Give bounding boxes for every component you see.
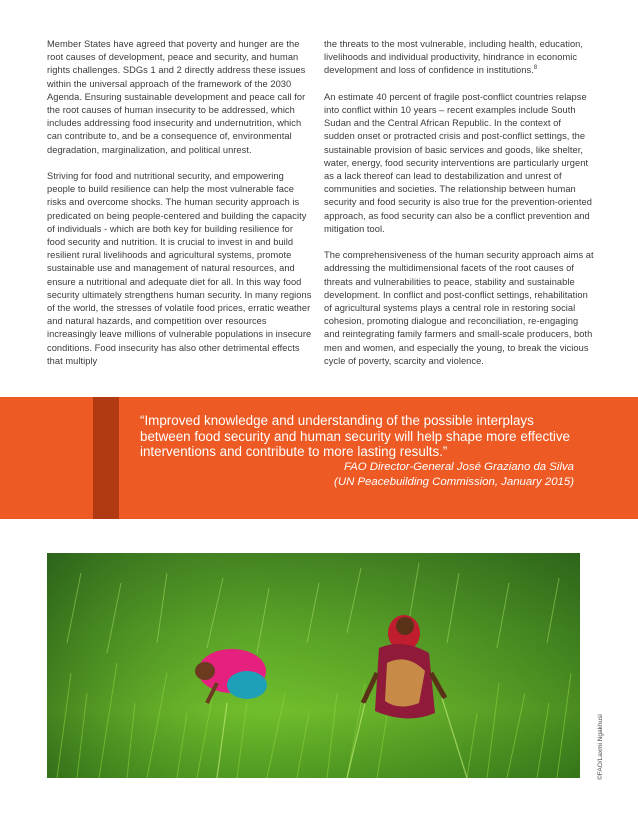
- footnote-marker: 8: [533, 65, 538, 72]
- paragraph: Member States have agreed that poverty and hunger are the root causes of development, peace and security, and human rights challenges. SDGs 1 and 2 directly address these issues within the universal approach of the framework of the 2030 Agenda. Ensuring sustainable development and peace call for the root causes of human insecurity to be addressed, which includes addressing food insecurity and undernutrition, which can contribute to, and be a consequence of, environmental degradation, marginalization, and political unrest.: [47, 39, 306, 155]
- left-text-column: [47, 38, 313, 381]
- pull-quote: “Improved knowledge and understanding of the possible interplays between food security and human security will help shape more effective interventions and contribute to more lasting results.”: [140, 413, 570, 460]
- quote-attribution: [154, 460, 574, 491]
- paragraph-text: the threats to the most vulnerable, including health, education, livelihoods and individual productivity, hindrance in economic development and loss of confidence in institutions.: [324, 39, 584, 76]
- quote-author-name: FAO Director-General José Graziano da Silva: [343, 461, 574, 473]
- paragraph: [324, 38, 594, 78]
- quote-band-fold: [93, 397, 119, 519]
- paragraph: An estimate 40 percent of fragile post-conflict countries relapse into conflict within 10 years – recent examples include South Sudan and the Central African Republic. In the context of sudden onset or protracted crisis and post-conflict settings, the sustainable provision of basic services and goods, like shelter, water, energy, food security interventions are particularly urgent as a lack thereof can lead to destabilization and unrest of communities and societies. The relationship between human security and food security is also true for the prevention-oriented approach, as food security can also be a conflict prevention and mitigation tool.: [324, 91, 592, 234]
- quote-author-context: (UN Peacebuilding Commission, January 2015): [334, 476, 574, 489]
- photo-credit: ©FAO/Laxmi Ngakhusi: [597, 714, 604, 780]
- right-text-column: [324, 38, 594, 381]
- quote-band-left: [0, 419, 93, 519]
- paragraph: Striving for food and nutritional security, and empowering people to build resilience can help the most vulnerable face risks and overcome shocks. The human security approach is predicated on being people-centered and building the capacity of individuals - which are both key for building resilience for food security and nutrition. It is crucial to invest in and build resilient rural livelihoods and agricultural systems, promote sustainable use and management of natural resources, and ensure a nutritional and adequate diet for all. In this way food security ultimately strengthens human security. In many regions of the world, the stresses of volatile food prices, erratic weather and natural hazards, and competition over resources increasingly leave millions of vulnerable populations in insecure conditions. Food insecurity has also other detrimental effects that multiply: [47, 171, 312, 366]
- photo-illustration: [47, 553, 580, 778]
- rice-field-photo: [47, 553, 580, 778]
- paragraph: The comprehensiveness of the human security approach aims at addressing the multidimensional facets of the root causes of threats and vulnerabilities to peace, stability and sustainable development. In conflict and post-conflict settings, rehabilitation of agricultural systems plays a central role in restoring social cohesion, promoting dialogue and reconciliation, re-engaging and reintegrating family farmers and small-scale producers, both men and women, and especially the young, to break the vicious cycle of poverty, scarcity and violence.: [324, 250, 594, 366]
